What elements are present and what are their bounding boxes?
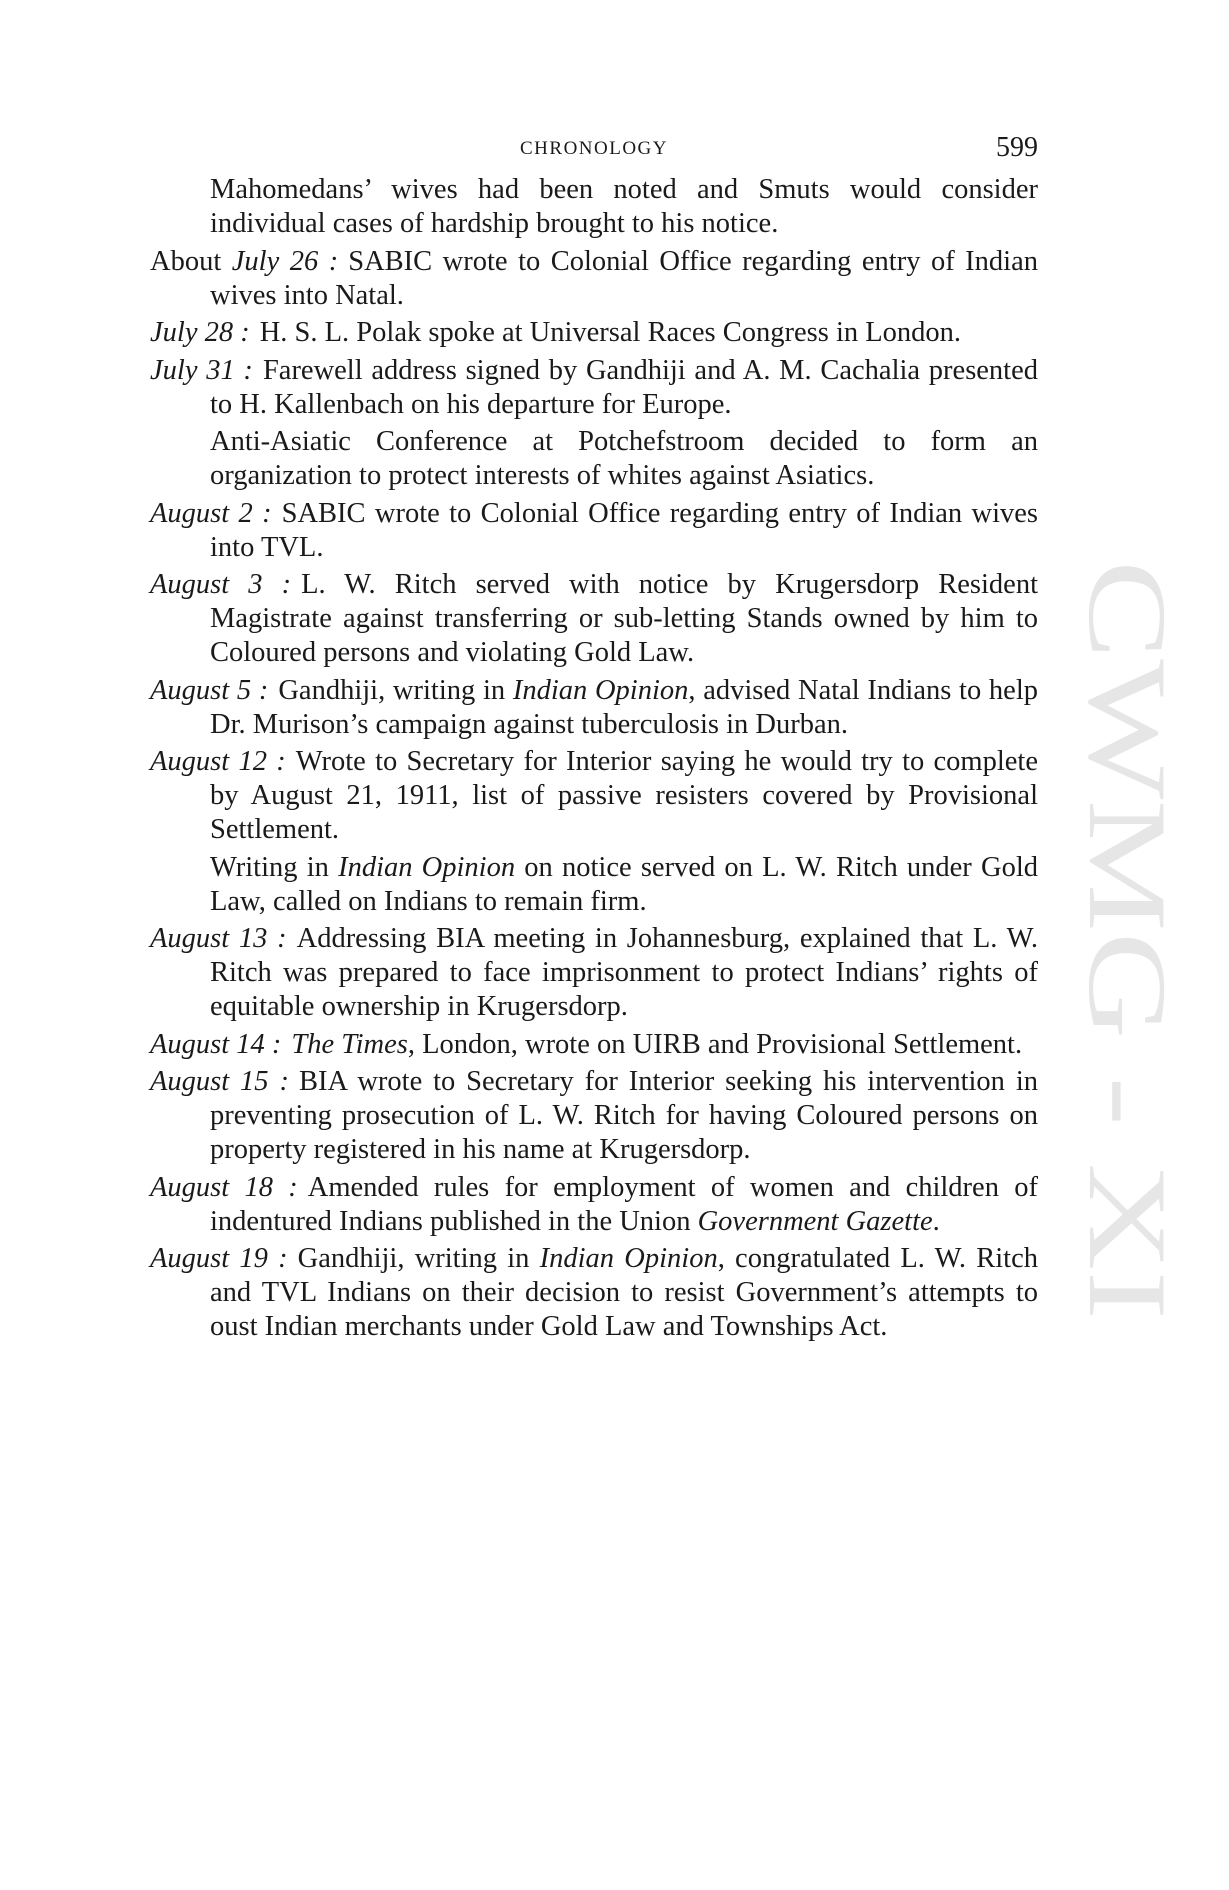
entry-date: August 14 :	[150, 1028, 282, 1060]
entry-italic-title: The Times	[291, 1028, 408, 1060]
entry-text: , advised Natal Indians to help Dr. Murison’s campaign against tuberculosis in Durban.	[210, 674, 1038, 740]
chronology-entry	[150, 354, 1038, 422]
entry-text: Gandhiji, writing in	[297, 1243, 540, 1274]
chronology-entry	[150, 1065, 1038, 1167]
entry-text: , London, wrote on UIRB and Provisional Settlement.	[407, 1028, 1023, 1060]
entry-date: August 18 :	[150, 1171, 298, 1203]
entry-continuation	[150, 173, 1038, 241]
entry-text: Anti-Asiatic Conference at Potchefstroom decided to form an organization to protect interests of whites against Asiatics.	[210, 426, 1038, 491]
entry-text: .	[932, 1205, 940, 1237]
entry-date: July 26 :	[231, 245, 339, 277]
entry-text: Amended rules for employment of women and children of indentured Indians published in the Union	[210, 1171, 1038, 1237]
entry-text: on notice served on L. W. Ritch under Gold Law, called on Indians to remain firm.	[210, 851, 1038, 917]
entry-date: August 2 :	[150, 497, 272, 529]
entry-text: SABIC wrote to Colonial Office regarding entry of Indian wives into TVL.	[210, 497, 1038, 563]
page-number: 599	[996, 132, 1038, 163]
watermark	[1040, 560, 1190, 1350]
running-head: CHRONOLOGY	[520, 138, 668, 159]
entry-date: August 19 :	[150, 1243, 288, 1274]
entry-italic-title: Indian Opinion	[512, 674, 689, 706]
entry-continuation	[150, 851, 1038, 919]
entry-prefix: About	[150, 245, 232, 277]
entry-date: August 5 :	[150, 674, 269, 706]
watermark-text: CWMG - XI	[1065, 560, 1189, 1133]
chronology-entry	[150, 568, 1038, 670]
chronology-entries	[150, 173, 1038, 1348]
chronology-entry	[150, 316, 1038, 350]
chronology-entry	[150, 674, 1038, 742]
entry-date: July 31 :	[150, 354, 253, 386]
entry-italic-title: Government Gazette	[697, 1205, 933, 1237]
entry-italic-title: Indian Opinion	[338, 851, 516, 883]
entry-text: L. W. Ritch served with notice by Krugersdorp Resident Magistrate against transferring or sub-letting Stands owned by him to Coloured persons and violating Gold Law.	[210, 569, 1038, 668]
chronology-entry	[150, 922, 1038, 1024]
page-header	[150, 132, 1038, 168]
chronology-entry	[150, 1242, 1038, 1344]
chronology-entry	[150, 497, 1038, 565]
chronology-entry	[150, 745, 1038, 847]
entry-date: August 13 :	[150, 923, 287, 954]
entry-text: Farewell address signed by Gandhiji and A. M. Cachalia presented to H. Kallenbach on his departure for Europe.	[210, 354, 1039, 420]
entry-continuation	[150, 425, 1038, 493]
entry-text: SABIC wrote to Colonial Office regarding entry of Indian wives into Natal.	[210, 245, 1038, 311]
entry-text: Wrote to Secretary for Interior saying he would try to complete by August 21, 1911, list of passive resisters covered by Provisional Settlement.	[210, 746, 1038, 845]
chronology-entry	[150, 1171, 1038, 1239]
entry-italic-title: Indian Opinion	[539, 1243, 718, 1274]
entry-text: , congratulated L. W. Ritch and TVL Indians on their decision to resist Government’s attempts to oust Indian merchants under Gold Law and Townships Act.	[210, 1243, 1038, 1342]
entry-date: August 15 :	[150, 1066, 289, 1097]
entry-text: Addressing BIA meeting in Johannesburg, explained that L. W. Ritch was prepared to face imprisonment to protect Indians’ rights of equitable ownership in Krugersdorp.	[210, 923, 1038, 1022]
chronology-entry	[150, 1028, 1038, 1062]
entry-text: Writing in	[210, 851, 339, 883]
entry-date: August 12 :	[150, 746, 286, 777]
entry-text: BIA wrote to Secretary for Interior seeking his intervention in preventing prosecution of L. W. Ritch for having Coloured persons on property registered in his name at Krugersdorp.	[210, 1066, 1038, 1165]
entry-date: July 28 :	[150, 317, 250, 348]
entry-text: H. S. L. Polak spoke at Universal Races Congress in London.	[259, 317, 962, 348]
entry-date: August 3 :	[150, 569, 292, 600]
entry-text: Gandhiji, writing in	[278, 674, 513, 706]
chronology-entry	[150, 245, 1038, 313]
entry-text: Mahomedans’ wives had been noted and Smuts would consider individual cases of hardship brought to his notice.	[210, 174, 1038, 239]
